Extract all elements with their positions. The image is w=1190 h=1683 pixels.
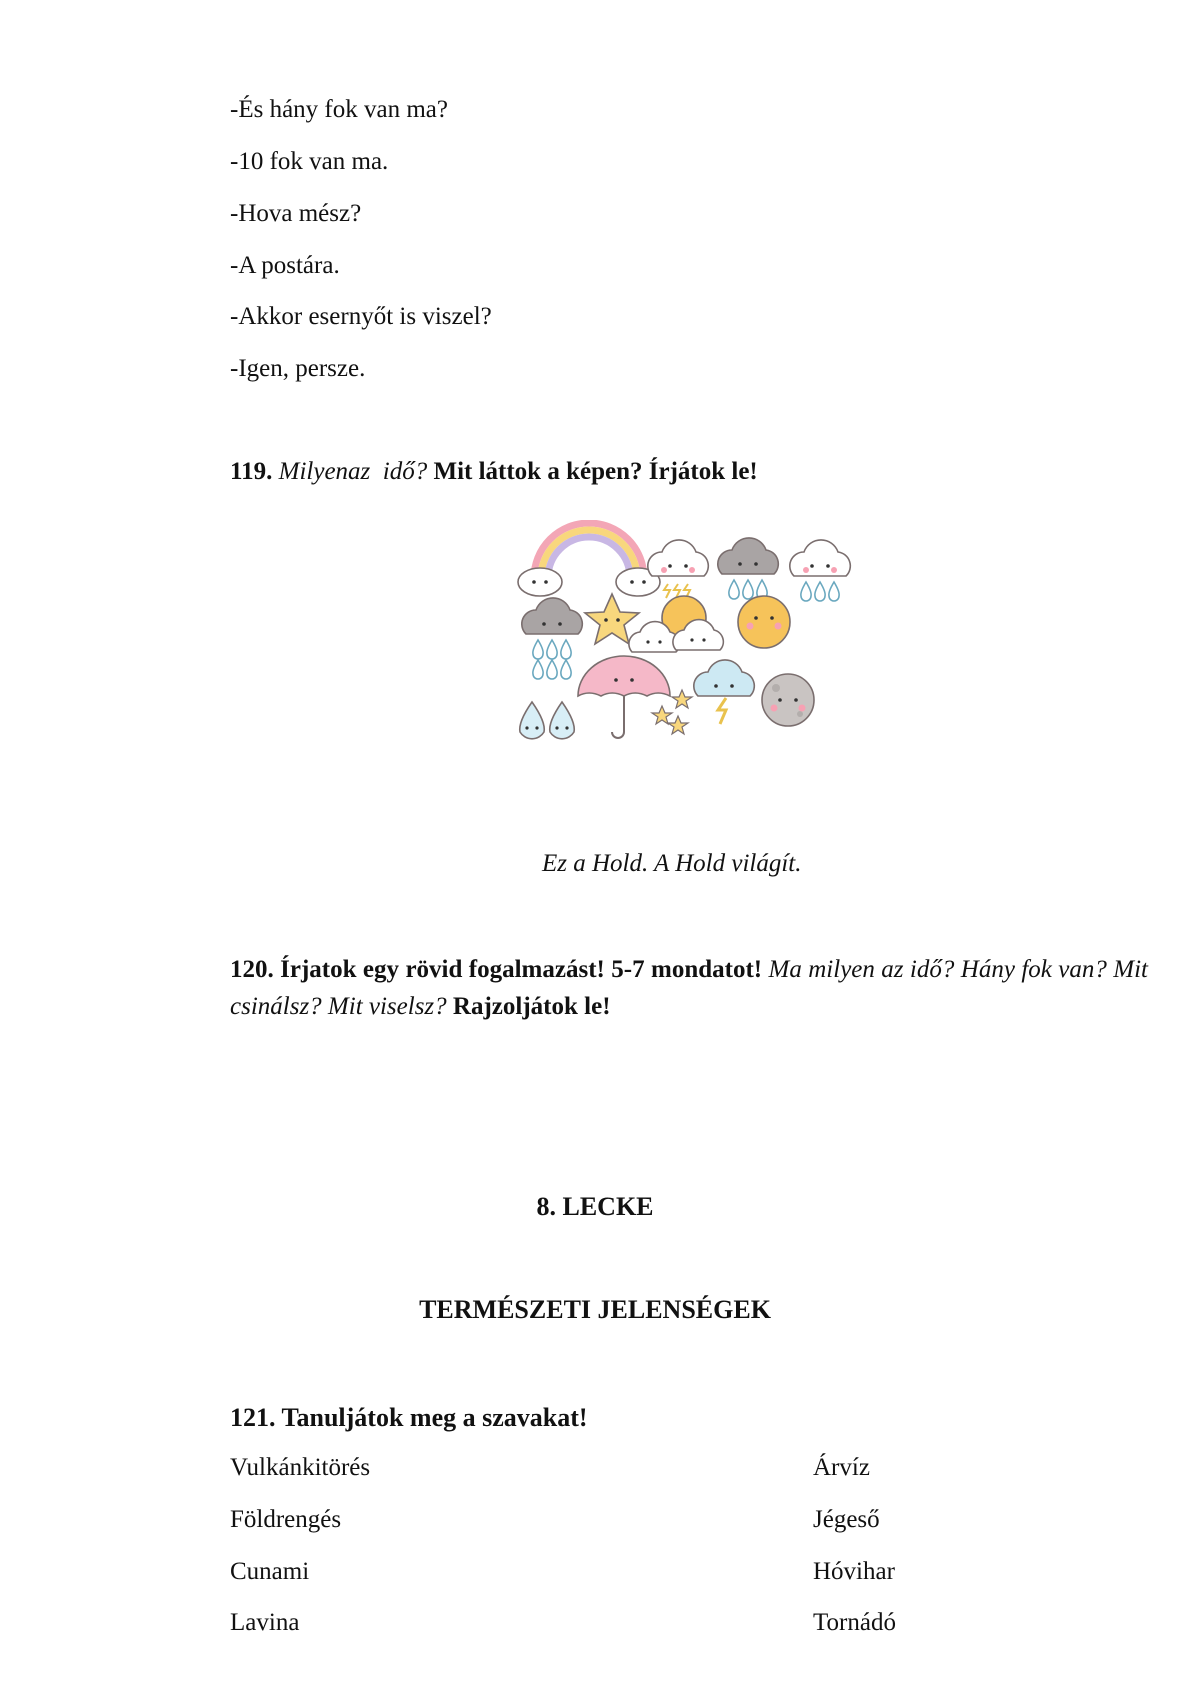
vocab-word-right: Jégeső [813,1506,880,1533]
exercise-121-heading: 121. Tanuljátok meg a szavakat! [230,1403,588,1432]
umbrella-icon [578,656,670,738]
dialogue-line: -Akkor esernyőt is viszel? [230,303,492,330]
heavy-rain-cloud-icon [522,598,583,679]
dialogue-line: -És hány fok van ma? [230,96,448,123]
storm-cloud-icon [694,660,755,724]
exercise-120-questions: Ma milyen az idő? Hány fok van? Mit csinálsz? Mit viselsz? [230,956,1148,1020]
lesson-number: 8. LECKE [536,1192,654,1221]
exercise-119-line [230,458,758,486]
weather-stickers-illustration [512,520,872,770]
rainbow-icon [518,523,660,596]
raindrop-faces-icon [520,702,575,739]
exercise-120-paragraph [230,951,1148,1025]
exercise-number: 119. [230,458,273,485]
moon-icon [762,674,814,726]
exercise-instruction: Mit láttok a képen? Írjátok le! [433,458,758,485]
small-stars-icon [652,690,692,734]
vocab-word-left: Földrengés [230,1506,342,1533]
exercise-120-task: 120. Írjatok egy rövid fogalmazást! 5-7 mondatot! [230,956,763,983]
white-rain-cloud-icon [790,540,851,601]
exercise-120-draw: Rajzoljátok le! [452,993,611,1020]
vocab-word-right: Tornádó [813,1609,896,1636]
vocab-word-right: Árvíz [813,1454,870,1481]
dialogue-line: -A postára. [230,252,340,279]
sun-icon [738,596,790,648]
vocab-word-left: Lavina [230,1609,300,1636]
vocab-word-right: Hóvihar [813,1558,895,1585]
image-caption: Ez a Hold. A Hold világít. [542,850,802,877]
sun-behind-clouds-icon [629,596,723,652]
lesson-title: TERMÉSZETI JELENSÉGEK [419,1295,771,1324]
vocab-word-left: Vulkánkitörés [230,1454,371,1481]
dialogue-line: -Hova mész? [230,200,362,227]
dialogue-line: -10 fok van ma. [230,148,389,175]
vocab-word-left: Cunami [230,1558,310,1585]
grey-rain-cloud-icon [718,538,779,599]
exercise-question: Milyenaz idő? [278,458,428,485]
dialogue-line: -Igen, persze. [230,355,366,382]
